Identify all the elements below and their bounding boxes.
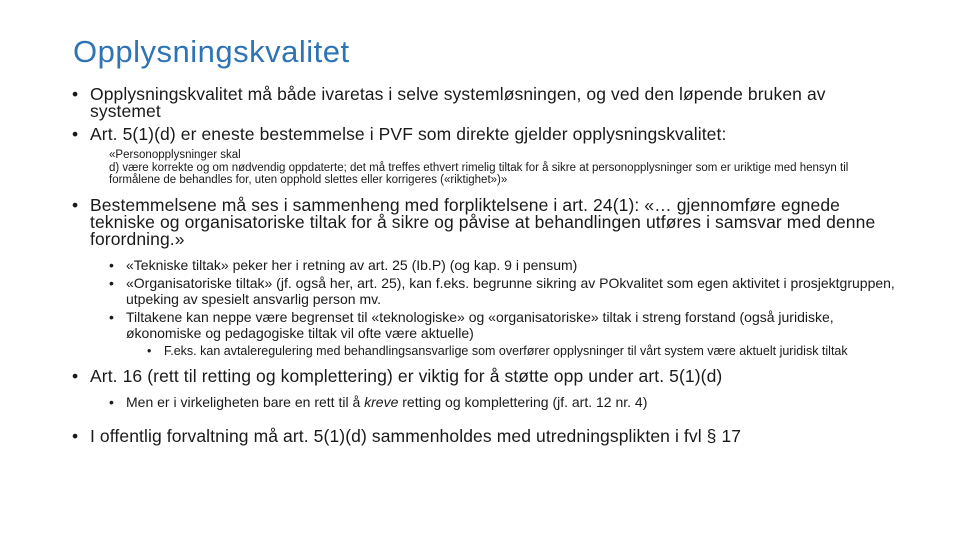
bullet-public-administration: • I offentlig forvaltning må art. 5(1)(d) sammenholdes med utredningsplikten i fvl § 17 [70, 428, 900, 445]
bullet-art-24: • Bestemmelsene må ses i sammenheng med forpliktelsene i art. 24(1): «… gjennomføre egnede tekniske og organisatoriske tiltak for å sikre og påvise at behandlingen utføres i samsvar med denne forordning.» [70, 197, 900, 248]
subbullet-technical-measures: • «Tekniske tiltak» peker her i retning av art. 25 (Ib.P) (og kap. 9 i pensum) [107, 258, 900, 274]
quote-block [109, 149, 900, 187]
right-to-demand-text-b: retting og komplettering (jf. art. 12 nr. 4) [398, 394, 648, 410]
quote-text: d) være korrekte og om nødvendig oppdaterte; det må treffes ethvert rimelig tiltak for å sikre at personopplysninger som er uriktige med hensyn til formålene de behandles for, uten opphold slettes eller korrigeres («riktighet»)» [109, 161, 849, 186]
subbullet-organisational-measures: • «Organisatoriske tiltak» (jf. også her, art. 25), kan f.eks. begrunne sikring av POkvalitet som egen aktivitet i prosjektgruppen, utpeking av spesielt ansvarlig person mv. [107, 276, 900, 307]
subbullet-other-measures: • Tiltakene kan neppe være begrenset til «teknologiske» og «organisatoriske» tiltak i streng forstand (også juridiske, økonomiske og pedagogiske tiltak vil ofte være aktuelle) [107, 310, 900, 341]
subsubbullet-contract-regulation: • F.eks. kan avtaleregulering med behandlingsansvarlige som overfører opplysninger til vårt system være aktuelt juridisk tiltak [145, 344, 900, 358]
right-to-demand-text-a: Men er i virkeligheten bare en rett til å [126, 394, 365, 410]
bullet-art-5-1-d: • Art. 5(1)(d) er eneste bestemmelse i PVF som direkte gjelder opplysningskvalitet: [70, 126, 900, 143]
slide-body [70, 86, 900, 445]
bullet-art-16: • Art. 16 (rett til retting og komplettering) er viktig for å støtte opp under art. 5(1)(d) [70, 368, 900, 385]
bullet-system-solution: • Opplysningskvalitet må både ivaretas i selve systemløsningen, og ved den løpende bruken av systemet [70, 86, 900, 120]
quote-intro: «Personopplysninger skal [109, 149, 241, 161]
subbullet-right-to-demand [107, 395, 900, 411]
right-to-demand-emphasis: kreve [364, 394, 399, 410]
slide-title: Opplysningskvalitet [73, 34, 350, 69]
